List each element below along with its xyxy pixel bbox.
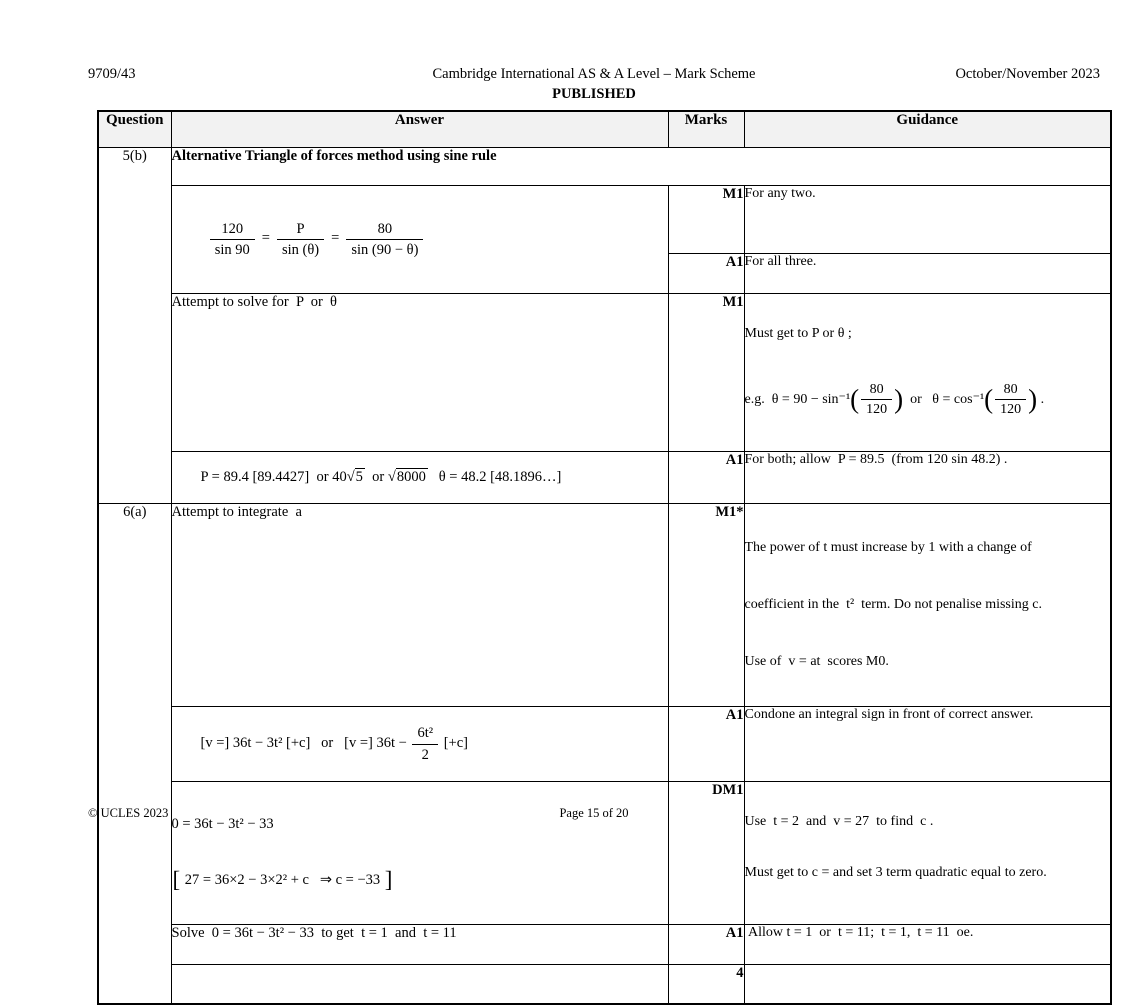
table-row [98,965,1111,1004]
guidance-cell [744,503,1111,707]
square-root: √5 [346,468,363,485]
answer-cell-empty [171,965,668,1004]
table-row [98,781,1111,925]
table-row [98,925,1111,965]
guidance-text: Must get to P or θ ; [744,325,852,341]
fraction: $\frac{80}{120}$ [861,381,892,419]
session-date: October/November 2023 [955,66,1100,82]
mark-scheme-table [97,110,1112,1005]
page-footer [88,806,1100,821]
left-paren: ( [850,384,860,415]
sine-rule-formula [172,220,426,274]
equals-sign: = [331,230,340,247]
table-header-row [98,111,1111,147]
page-number: Page 15 of 20 [559,806,629,820]
square-root: √8000 [387,468,426,485]
answer-cell-v-formula: [v =] 36t − 3t² [+c] or [v =] 36t − $\frac{\text{6t²}}{2}$ [+c] [171,707,668,781]
col-header-marks: Marks [668,111,744,147]
marks-cell: M1* [668,503,744,707]
page-header [88,66,1100,83]
left-paren: ( [984,384,994,415]
paper-code: 9709/43 [88,66,136,82]
marks-cell: A1 [668,925,744,965]
question-cell-5b: 5(b) [98,147,171,503]
equation-line: [ 27 = 36×2 − 3×2² + c ⇒ c = −33 ] [172,866,393,892]
guidance-cell: For any two. [744,185,1111,254]
fraction: $\frac{80}{120}$ [995,381,1026,419]
table-row [98,451,1111,503]
table-row [98,707,1111,781]
answer-cell-sine-rule [171,185,668,293]
alt-method-title: Alternative Triangle of forces method using sine rule [171,147,1111,185]
fraction: $\frac{P}{\sin (\theta)}$ [277,220,324,259]
marks-cell: A1 [668,254,744,294]
copyright-text: © UCLES 2023 [88,806,169,820]
document-title: Cambridge International AS & A Level – Mark Scheme [432,66,756,82]
col-header-question: Question [98,111,171,147]
marks-total-cell: 4 [668,965,744,1004]
marks-cell: M1 [668,293,744,451]
marks-cell: M1 [668,185,744,254]
guidance-formula: e.g. θ = 90 − sin⁻¹ ( $\frac{80}{120}$ ) or θ = cos⁻¹ ( $\frac{80}{120}$ ) . [744,381,1045,418]
fraction: $\frac{\text{6t²}}{2}$ [412,724,438,763]
guidance-cell: For both; allow P = 89.5 (from 120 sin 48.2) . [744,451,1111,503]
guidance-text: Must get to c = and set 3 term quadratic equal to zero. [744,864,1047,880]
guidance-text: coefficient in the t² term. Do not penalise missing c. [744,596,1042,612]
guidance-cell [744,293,1111,451]
answer-cell: Attempt to integrate a [171,503,668,707]
table-row [98,185,1111,254]
guidance-text: Use of v = at scores M0. [744,653,889,669]
answer-cell: Solve 0 = 36t − 3t² − 33 to get t = 1 and t = 11 [171,925,668,965]
guidance-cell: Condone an integral sign in front of correct answer. [744,707,1111,781]
answer-cell-c-working [171,781,668,925]
marks-cell: DM1 [668,781,744,925]
equation-line: 0 = 36t − 3t² − 33 [171,815,274,832]
left-bracket: [ [172,866,181,892]
table-row [98,293,1111,451]
guidance-cell [744,781,1111,925]
table-row [98,147,1111,185]
published-label: PUBLISHED [552,86,636,102]
guidance-text: The power of t must increase by 1 with a change of [744,539,1032,555]
marks-cell: A1 [668,707,744,781]
right-bracket: ] [384,866,393,892]
sqrt-sign: √ [346,468,355,485]
guidance-cell: Allow t = 1 or t = 11; t = 1, t = 11 oe. [744,925,1111,965]
marks-cell: A1 [668,451,744,503]
col-header-answer: Answer [171,111,668,147]
right-paren: ) [894,384,904,415]
equals-sign: = [261,230,270,247]
fraction: $\frac{80}{\sin (90 - \theta)}$ [346,220,423,259]
guidance-text: Use t = 2 and v = 27 to find c . [744,813,934,829]
answer-cell: Attempt to solve for P or θ [171,293,668,451]
col-header-guidance: Guidance [744,111,1111,147]
sqrt-sign: √ [387,468,396,485]
question-cell-6a: 6(a) [98,503,171,1004]
guidance-cell-empty [744,965,1111,1004]
table-row [98,503,1111,707]
fraction: $\frac{120}{\sin 90}$ [210,220,255,259]
right-paren: ) [1028,384,1038,415]
guidance-cell: For all three. [744,254,1111,294]
answer-cell-p-result: P = 89.4 [89.4427] or 40√5 or √8000 θ = 48.2 [48.1896…] [171,451,668,503]
